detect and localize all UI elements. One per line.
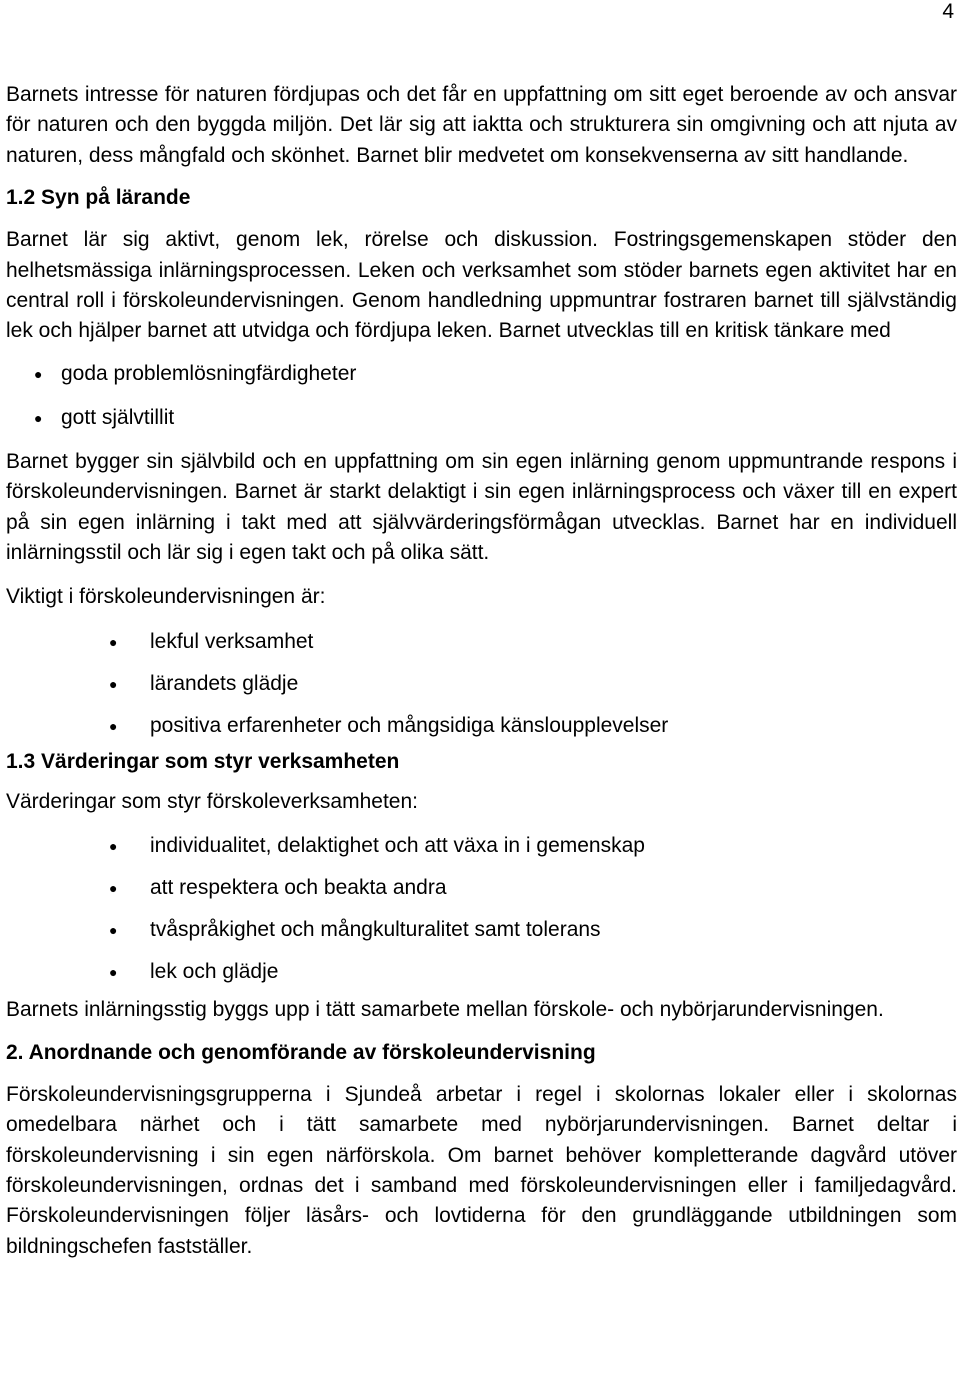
bullet-dot-icon: ● — [109, 964, 118, 981]
bullet-dot-icon: ● — [109, 838, 118, 855]
page-number: 4 — [942, 0, 954, 23]
paragraph-values-intro: Värderingar som styr förskoleverksamheten: — [6, 789, 418, 813]
bullet-dot-icon: ● — [109, 675, 118, 692]
list-important — [6, 627, 957, 741]
heading-varderingar: 1.3 Värderingar som styr verksamheten — [6, 749, 400, 773]
list-item: ● lärandets glädje — [6, 669, 957, 699]
heading-syn-pa-larande: 1.2 Syn på lärande — [6, 186, 191, 210]
bullet-dot-icon: ● — [109, 922, 118, 939]
list-item: ● gott självtillit — [6, 403, 957, 433]
paragraph-learning: Barnet lär sig aktivt, genom lek, rörelse och diskussion. Fostringsgemenskapen stöder den helhetsmässiga inlärningsprocessen. Leken och verksamhet som stöder barnets egen aktivitet har en central roll i förskoleundervisningen. Genom handledning uppmuntrar fostraren barnet till självständig lek och hjälper barnet att utvidga och fördjupa leken. Barnet utvecklas till en kritisk tänkare med — [6, 228, 957, 343]
heading-anordnande: 2. Anordnande och genomförande av förskoleundervisning — [6, 1040, 596, 1064]
paragraph-self-image: Barnet bygger sin självbild och en uppfattning om sin egen inlärning genom uppmuntrande respons i förskoleundervisningen. Barnet är starkt delaktigt i sin egen inlärningsprocess och växer till en expert på sin egen inlärning i takt med att självvärderingsförmågan utvecklas. Barnet har en individuell inlärningsstil och lär sig i egen takt och på olika sätt. — [6, 449, 957, 565]
paragraph-nature: Barnets intresse för naturen fördjupas och det får en uppfattning om sitt eget beroende av och ansvar för naturen och den byggda miljön. Det lär sig att iaktta och strukturera sin omgivning och att njuta av naturen, dess mångfald och skönhet. Barnet blir medvetet om konsekvenserna av sitt handlande. — [6, 83, 957, 167]
list-item: ● lekful verksamhet — [6, 627, 957, 657]
paragraph-organization: Förskoleundervisningsgrupperna i Sjundeå arbetar i regel i skolornas lokaler eller i skolornas omedelbara närhet och i tätt samarbete med nybörjarundervisningen. Barnet deltar i förskoleundervisning i sin egen närförskola. Om barnet behöver kompletterande dagvård utöver förskoleundervisningen, ordnas det i samband med förskoleundervisningen eller i familjedagvård. Förskoleundervisningen följer läsårs- och lovtiderna för den grundläggande utbildningen som bildningschefen fastställer. — [6, 1082, 957, 1258]
bullet-dot-icon: ● — [34, 365, 43, 382]
list-item: ● goda problemlösningfärdigheter — [6, 359, 957, 389]
bullet-dot-icon: ● — [109, 633, 118, 650]
bullet-dot-icon: ● — [109, 717, 118, 734]
list-item: ● lek och glädje — [6, 957, 957, 987]
paragraph-learning-path: Barnets inlärningsstig byggs upp i tätt samarbete mellan förskole- och nybörjarundervisningen. — [6, 998, 884, 1022]
bullet-dot-icon: ● — [109, 880, 118, 897]
bullet-dot-icon: ● — [34, 409, 43, 426]
list-item: ● positiva erfarenheter och mångsidiga känsloupplevelser — [6, 711, 957, 741]
paragraph-important: Viktigt i förskoleundervisningen är: — [6, 585, 326, 609]
list-item: ● att respektera och beakta andra — [6, 873, 957, 903]
list-values — [6, 831, 957, 987]
document-body — [6, 80, 957, 1262]
list-item: ● tvåspråkighet och mångkulturalitet samt tolerans — [6, 915, 957, 945]
list-thinker-skills — [6, 359, 957, 433]
list-item: ● individualitet, delaktighet och att växa in i gemenskap — [6, 831, 957, 861]
